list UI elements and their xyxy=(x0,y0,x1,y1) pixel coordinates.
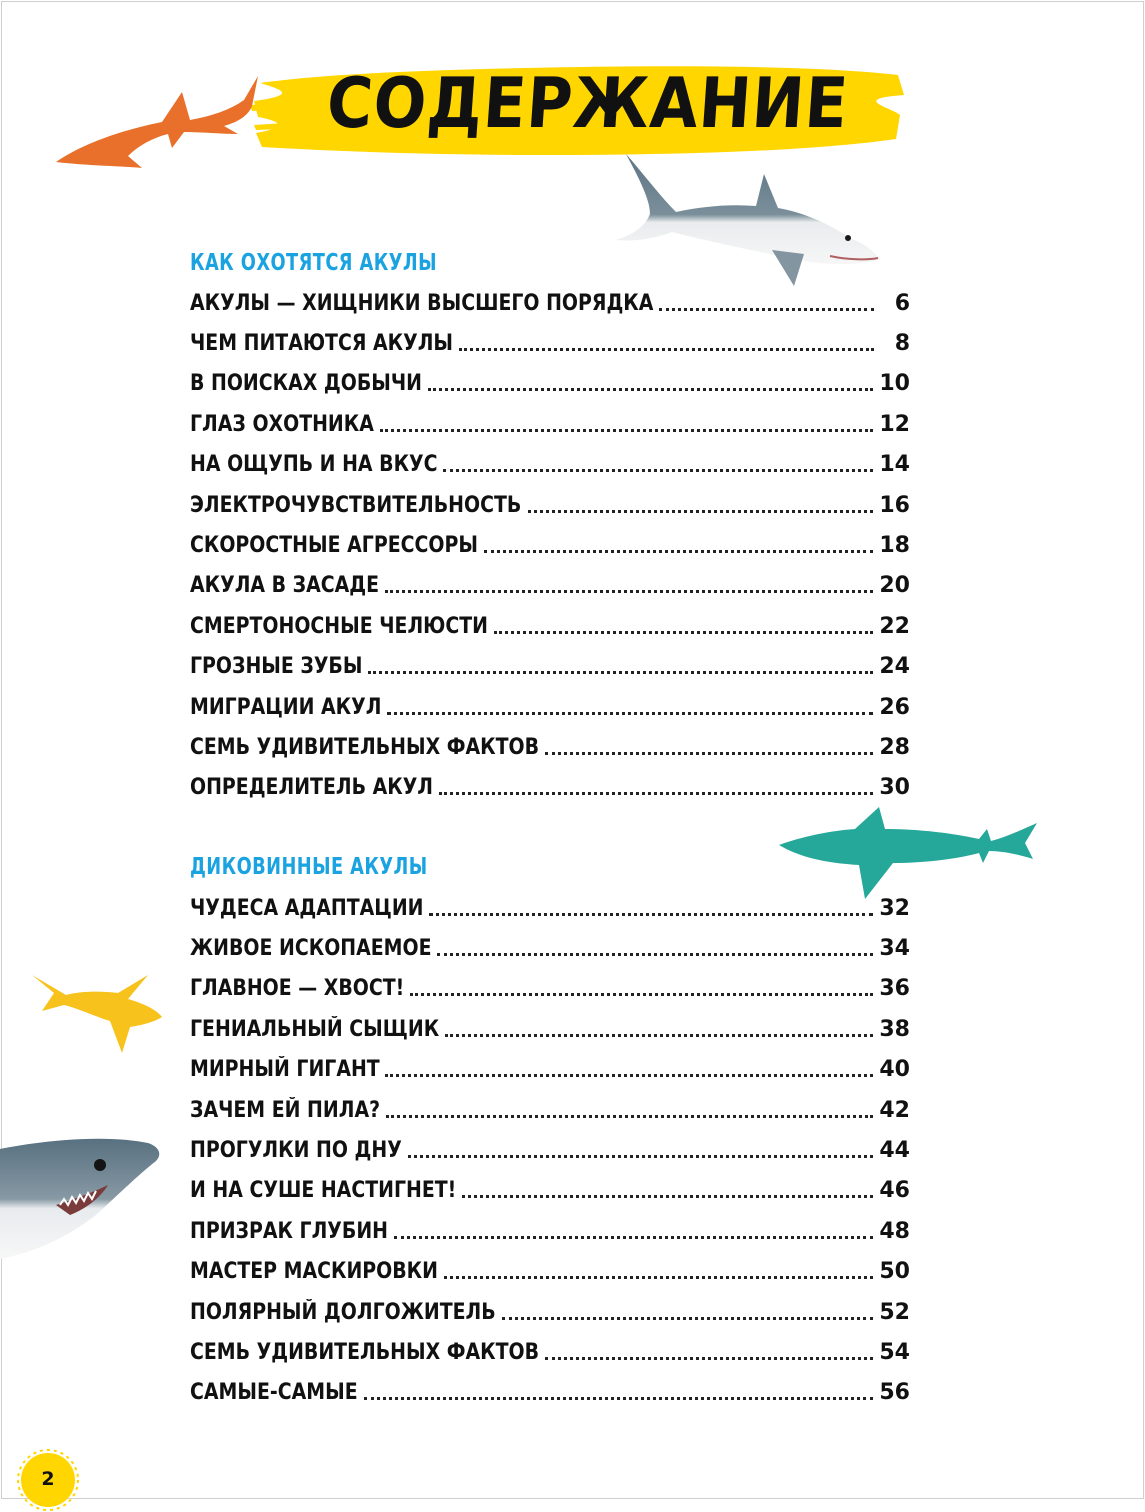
toc-row[interactable] xyxy=(190,1130,910,1170)
toc-page-number: 50 xyxy=(879,1259,910,1285)
toc-page-number: 30 xyxy=(879,775,910,801)
toc-dot-leader xyxy=(364,1397,874,1400)
toc-entry-title: МИГРАЦИИ АКУЛ xyxy=(190,694,382,720)
toc-row[interactable] xyxy=(190,1211,910,1251)
toc-entry-title: СЕМЬ УДИВИТЕЛЬНЫХ ФАКТОВ xyxy=(190,1339,540,1365)
toc-page-number: 12 xyxy=(879,411,910,437)
toc-dot-leader xyxy=(528,510,874,513)
toc-row[interactable] xyxy=(190,687,910,727)
toc-page-number: 36 xyxy=(879,976,910,1002)
toc-page-number: 20 xyxy=(879,573,910,599)
toc-entry-title: ЗАЧЕМ ЕЙ ПИЛА? xyxy=(190,1097,381,1123)
toc-entry-title: ГРОЗНЫЕ ЗУБЫ xyxy=(190,654,363,680)
toc-entry-title: ОПРЕДЕЛИТЕЛЬ АКУЛ xyxy=(190,775,434,801)
toc-page-number: 38 xyxy=(879,1016,910,1042)
toc-entry-title: АКУЛА В ЗАСАДЕ xyxy=(190,573,380,599)
toc-dot-leader xyxy=(394,1236,873,1239)
toc-dot-leader xyxy=(484,550,874,553)
toc-page-number: 16 xyxy=(879,492,910,518)
toc-row[interactable] xyxy=(190,1009,910,1049)
toc-dot-leader xyxy=(386,1115,873,1118)
toc-page-number: 48 xyxy=(879,1218,910,1244)
toc-entry-title: МИРНЫЙ ГИГАНТ xyxy=(190,1057,380,1083)
toc-dot-leader xyxy=(429,913,873,916)
toc-row[interactable] xyxy=(190,566,910,606)
toc-dot-leader xyxy=(368,671,873,674)
toc-dot-leader xyxy=(545,1357,873,1360)
toc-dot-leader xyxy=(459,348,874,351)
toc-row[interactable] xyxy=(190,1292,910,1332)
toc-page-number: 8 xyxy=(894,331,910,357)
yellow-shark-icon xyxy=(30,965,165,1055)
toc-dot-leader xyxy=(385,590,874,593)
toc-page-number: 6 xyxy=(894,290,910,316)
toc-entry-title: ГЕНИАЛЬНЫЙ СЫЩИК xyxy=(190,1016,440,1042)
toc-entry-title: СМЕРТОНОСНЫЕ ЧЕЛЮСТИ xyxy=(190,613,489,639)
toc-row[interactable] xyxy=(190,1050,910,1090)
toc-page-number: 22 xyxy=(879,613,910,639)
toc-page-number: 40 xyxy=(879,1057,910,1083)
toc-page-number: 26 xyxy=(879,694,910,720)
toc-page-number: 28 xyxy=(879,734,910,760)
toc-page-number: 54 xyxy=(879,1339,910,1365)
toc-entry-title: ПРОГУЛКИ ПО ДНУ xyxy=(190,1138,402,1164)
toc-entry-title: САМЫЕ-САМЫЕ xyxy=(190,1380,358,1406)
toc-dot-leader xyxy=(659,308,874,311)
toc-page-number: 46 xyxy=(879,1178,910,1204)
toc-page-number: 10 xyxy=(879,371,910,397)
toc-entry-title: АКУЛЫ — ХИЩНИКИ ВЫСШЕГО ПОРЯДКА xyxy=(190,290,654,316)
toc-row[interactable] xyxy=(190,1373,910,1413)
toc-dot-leader xyxy=(462,1195,873,1198)
toc-page-number: 14 xyxy=(879,452,910,478)
toc-list-strange-sharks xyxy=(190,888,910,1413)
toc-page-number: 32 xyxy=(879,895,910,921)
toc-dot-leader xyxy=(439,792,874,795)
toc-entry-title: СЕМЬ УДИВИТЕЛЬНЫХ ФАКТОВ xyxy=(190,734,540,760)
toc-dot-leader xyxy=(410,993,873,996)
toc-entry-title: ЭЛЕКТРОЧУВСТВИТЕЛЬНОСТЬ xyxy=(190,492,522,518)
toc-row[interactable] xyxy=(190,1252,910,1292)
orange-shark-icon xyxy=(52,70,262,175)
toc-entry-title: В ПОИСКАХ ДОБЫЧИ xyxy=(190,371,423,397)
shark-head-icon xyxy=(0,1135,165,1260)
toc-entry-title: СКОРОСТНЫЕ АГРЕССОРЫ xyxy=(190,533,478,559)
toc-entry-title: НА ОЩУПЬ И НА ВКУС xyxy=(190,452,438,478)
toc-row[interactable] xyxy=(190,1171,910,1211)
toc-row[interactable] xyxy=(190,888,910,928)
page-number: 2 xyxy=(41,1468,55,1490)
toc-row[interactable] xyxy=(190,969,910,1009)
toc-row[interactable] xyxy=(190,485,910,525)
toc-row[interactable] xyxy=(190,768,910,808)
toc-list-hunting xyxy=(190,283,910,808)
page-title: СОДЕРЖАНИЕ xyxy=(324,62,852,144)
toc-entry-title: ГЛАЗ ОХОТНИКА xyxy=(190,411,374,437)
toc-dot-leader xyxy=(408,1155,873,1158)
section-title-strange-sharks: ДИКОВИННЫЕ АКУЛЫ xyxy=(190,854,428,880)
toc-page-number: 52 xyxy=(879,1299,910,1325)
toc-entry-title: ПОЛЯРНЫЙ ДОЛГОЖИТЕЛЬ xyxy=(190,1299,496,1325)
toc-row[interactable] xyxy=(190,647,910,687)
toc-entry-title: ЖИВОЕ ИСКОПАЕМОЕ xyxy=(190,936,432,962)
toc-row[interactable] xyxy=(190,364,910,404)
toc-page-number: 34 xyxy=(879,936,910,962)
section-title-hunting: КАК ОХОТЯТСЯ АКУЛЫ xyxy=(190,250,437,276)
toc-row[interactable] xyxy=(190,727,910,767)
toc-dot-leader xyxy=(443,469,873,472)
toc-page-number: 56 xyxy=(879,1380,910,1406)
toc-entry-title: ПРИЗРАК ГЛУБИН xyxy=(190,1218,388,1244)
toc-dot-leader xyxy=(385,1074,873,1077)
toc-entry-title: ГЛАВНОЕ — ХВОСТ! xyxy=(190,976,405,1002)
toc-row[interactable] xyxy=(190,1332,910,1372)
toc-row[interactable] xyxy=(190,323,910,363)
toc-row[interactable] xyxy=(190,606,910,646)
toc-page-number: 18 xyxy=(879,533,910,559)
great-white-shark-icon xyxy=(580,150,890,290)
toc-row[interactable] xyxy=(190,525,910,565)
toc-page-number: 42 xyxy=(879,1097,910,1123)
toc-row[interactable] xyxy=(190,445,910,485)
toc-entry-title: ЧЕМ ПИТАЮТСЯ АКУЛЫ xyxy=(190,331,454,357)
toc-row[interactable] xyxy=(190,404,910,444)
toc-dot-leader xyxy=(545,752,873,755)
toc-dot-leader xyxy=(445,1034,873,1037)
toc-entry-title: ЧУДЕСА АДАПТАЦИИ xyxy=(190,895,424,921)
toc-row[interactable] xyxy=(190,1090,910,1130)
toc-dot-leader xyxy=(502,1317,873,1320)
toc-row[interactable] xyxy=(190,283,910,323)
toc-page-number: 24 xyxy=(879,654,910,680)
toc-entry-title: МАСТЕР МАСКИРОВКИ xyxy=(190,1259,438,1285)
toc-dot-leader xyxy=(437,953,873,956)
toc-dot-leader xyxy=(444,1276,873,1279)
toc-page-number: 44 xyxy=(879,1138,910,1164)
toc-dot-leader xyxy=(387,712,873,715)
toc-dot-leader xyxy=(494,631,874,634)
toc-dot-leader xyxy=(380,429,874,432)
toc-dot-leader xyxy=(428,388,874,391)
toc-entry-title: И НА СУШЕ НАСТИГНЕТ! xyxy=(190,1178,457,1204)
toc-row[interactable] xyxy=(190,928,910,968)
